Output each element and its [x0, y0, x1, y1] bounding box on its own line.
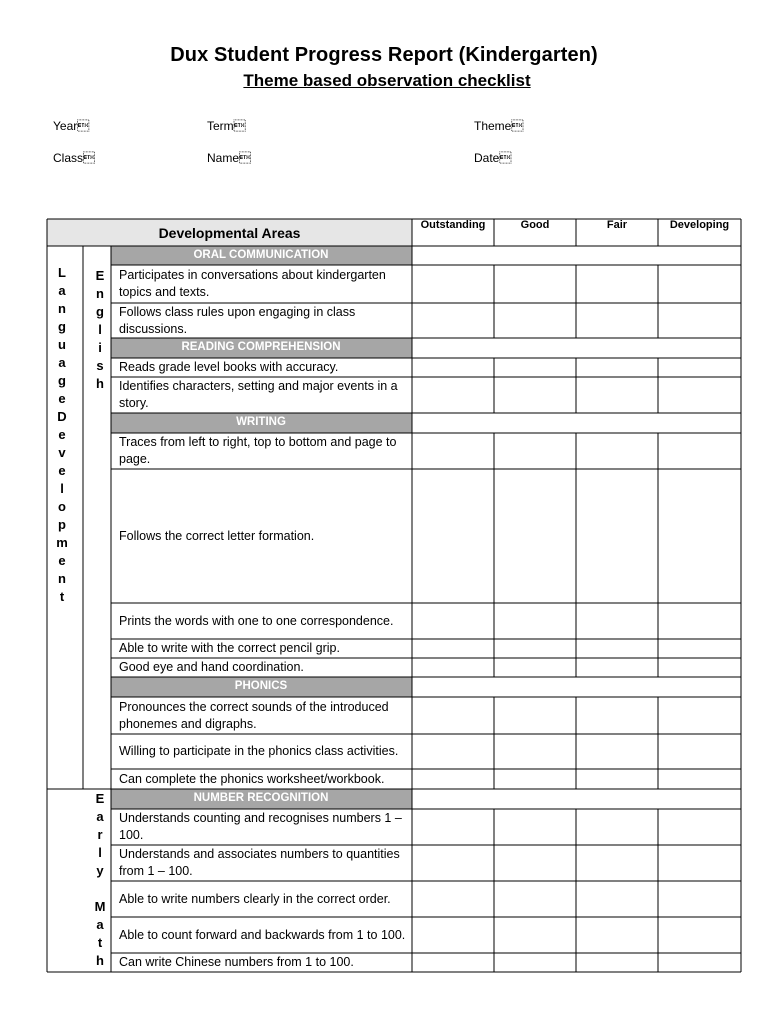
vertical-letter: a [58, 355, 66, 370]
checklist-item: Identifies characters, setting and major events in a story. [119, 379, 398, 410]
vertical-letter: n [58, 571, 66, 586]
vertical-letter: a [96, 917, 104, 932]
rating-header-fair: Fair [606, 219, 628, 231]
vertical-letter: g [96, 304, 104, 319]
rating-header-good: Good [520, 219, 550, 231]
checklist-item: Prints the words with one to one correspondence. [119, 613, 394, 628]
vertical-letter: s [96, 358, 104, 373]
vertical-letter: n [58, 301, 66, 316]
vertical-letter: i [98, 340, 102, 355]
rating-header-outstanding: Outstanding [420, 219, 486, 231]
vertical-letter: r [97, 827, 103, 842]
checklist-item: Understands and associates numbers to quantities from 1 – 100. [119, 847, 400, 878]
vertical-letter: l [98, 845, 102, 860]
vertical-letter: L [58, 265, 66, 280]
vertical-letter: a [96, 809, 104, 824]
vertical-letter: l [60, 481, 64, 496]
class-field: Class [53, 151, 96, 165]
date-field: Date [474, 151, 512, 165]
vertical-letter: h [96, 953, 104, 968]
vertical-letter: e [58, 427, 66, 442]
vertical-letter: t [97, 935, 103, 950]
vertical-letter: g [58, 319, 66, 334]
vertical-letter: p [58, 517, 66, 532]
vertical-letter: E [95, 268, 105, 283]
checklist-item: Good eye and hand coordination. [119, 660, 304, 674]
checklist-item: Participates in conversations about kindergarten topics and texts. [119, 268, 386, 299]
vertical-letter: n [96, 286, 104, 301]
checklist-item: Follows class rules upon engaging in class discussions. [119, 304, 356, 336]
name-field: Name [207, 151, 252, 165]
vertical-letter: t [59, 589, 65, 604]
section-header: NUMBER RECOGNITION [193, 792, 329, 804]
vertical-letter [93, 880, 107, 898]
theme-field: Theme [474, 119, 524, 133]
vertical-letter: y [96, 863, 104, 878]
vertical-letter: o [58, 499, 66, 514]
vertical-letter: u [58, 337, 66, 352]
checklist-item: Can complete the phonics worksheet/workbook. [119, 771, 385, 786]
section-header: WRITING [236, 416, 286, 428]
section-header: PHONICS [234, 680, 288, 692]
vertical-letter: e [58, 391, 66, 406]
vertical-letter: l [98, 322, 102, 337]
checklist-item: Pronounces the correct sounds of the introduced phonemes and digraphs. [119, 699, 389, 731]
checklist-item: Traces from left to right, top to bottom and page to page. [119, 435, 397, 466]
checklist-item: Follows the correct letter formation. [119, 528, 315, 543]
early-math-label [93, 790, 107, 970]
vertical-letter: e [58, 553, 66, 568]
vertical-letter: e [58, 463, 66, 478]
checklist-item: Understands counting and recognises numbers 1 – 100. [119, 811, 402, 842]
vertical-letter: h [96, 376, 104, 391]
vertical-letter: E [95, 791, 105, 806]
vertical-letter: g [58, 373, 66, 388]
vertical-letter: M [94, 899, 106, 914]
vertical-letter: a [58, 283, 66, 298]
checklist-item: Able to write numbers clearly in the correct order. [119, 891, 391, 906]
section-header: READING COMPREHENSION [181, 341, 341, 353]
vertical-letter: m [56, 535, 68, 550]
rating-header-developing: Developing [669, 219, 730, 231]
checklist-item: Able to count forward and backwards from 1 to 100. [119, 927, 406, 942]
language-development-label [55, 264, 69, 606]
checklist-item: Reads grade level books with accuracy. [119, 360, 339, 374]
vertical-letter: v [58, 445, 66, 460]
section-header: ORAL COMMUNICATION [193, 249, 329, 261]
page-subtitle: Theme based observation checklist [243, 71, 531, 90]
year-field: Year [53, 119, 90, 133]
developmental-areas-header: Developmental Areas [158, 224, 301, 241]
vertical-letter: D [57, 409, 67, 424]
checklist-item: Can write Chinese numbers from 1 to 100. [119, 955, 354, 969]
page-title: Dux Student Progress Report (Kindergarten) [170, 44, 598, 66]
english-label [93, 267, 107, 393]
checklist-item: Willing to participate in the phonics class activities. [119, 744, 399, 758]
checklist-item: Able to write with the correct pencil grip. [119, 641, 340, 655]
term-field: Term [207, 119, 246, 133]
